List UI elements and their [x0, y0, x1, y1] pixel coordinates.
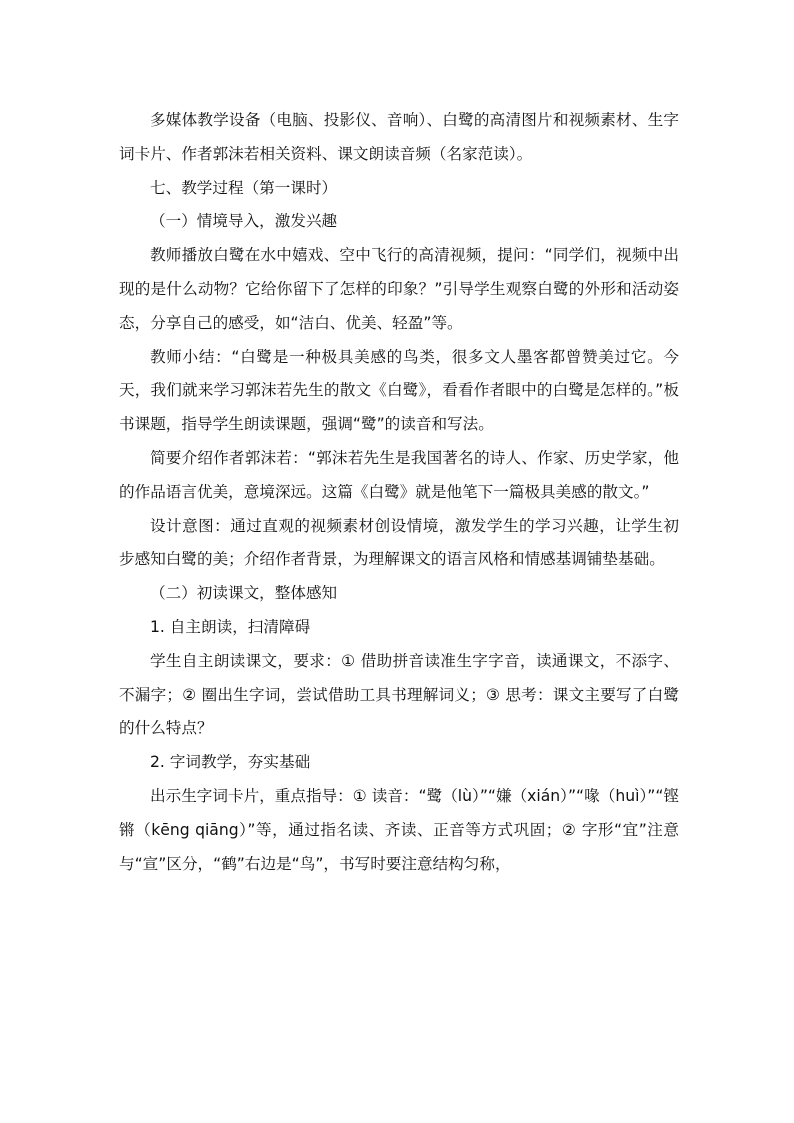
section-heading-teaching-process: 七、教学过程（第一课时） — [150, 178, 338, 197]
item-heading-self-reading: 1. 自主朗读，扫清障碍 — [150, 617, 311, 636]
paragraph-design-intent: 设计意图：通过直观的视频素材创设情境，激发学生的学习兴趣，让学生初步感知白鹭的美；介绍作者背景，为理解课文的语言风格和情感基调铺垫基础。 — [119, 516, 679, 569]
paragraph-vocabulary-guidance: 出示生字词卡片，重点指导：① 读音：“鹭（lù）”“嫌（xián）”“喙（huì）”“铿锵（kēng qiāng）”等，通过指名读、齐读、正音等方式巩固；② 字形“宜”注意与“宣”区分，“鹤”右边是“鸟”，书写时要注意结构匀称， — [119, 786, 679, 873]
paragraph-reading-requirements: 学生自主朗读课文，要求：① 借助拼音读准生字字音，读通课文，不添字、不漏字；② 圈出生字词，尝试借助工具书理解词义；③ 思考：课文主要写了白鹭的什么特点？ — [119, 651, 679, 738]
document-body — [119, 104, 679, 881]
paragraph-teacher-summary: 教师小结：“白鹭是一种极具美感的鸟类，很多文人墨客都曾赞美过它。今天，我们就来学习郭沫若先生的散文《白鹭》，看看作者眼中的白鹭是怎样的。”板书课题，指导学生朗读课题，强调“鹭”的读音和写法。 — [119, 347, 679, 434]
paragraph-author-intro: 简要介绍作者郭沫若：“郭沫若先生是我国著名的诗人、作家、历史学家，他的作品语言优美，意境深远。这篇《白鹭》就是他笔下一篇极具美感的散文。” — [119, 448, 679, 501]
item-heading-vocabulary: 2. 字词教学，夯实基础 — [150, 753, 311, 772]
paragraph-materials: 多媒体教学设备（电脑、投影仪、音响）、白鹭的高清图片和视频素材、生字词卡片、作者郭沫若相关资料、课文朗读音频（名家范读）。 — [119, 111, 679, 163]
subheading-first-reading: （二）初读课文，整体感知 — [150, 584, 338, 603]
paragraph-video-intro: 教师播放白鹭在水中嬉戏、空中飞行的高清视频，提问：“同学们，视频中出现的是什么动物？它给你留下了怎样的印象？”引导学生观察白鹭的外形和活动姿态，分享自己的感受，如“洁白、优美、轻盈”等。 — [119, 246, 679, 332]
subheading-situation-intro: （一）情境导入，激发兴趣 — [150, 212, 338, 231]
